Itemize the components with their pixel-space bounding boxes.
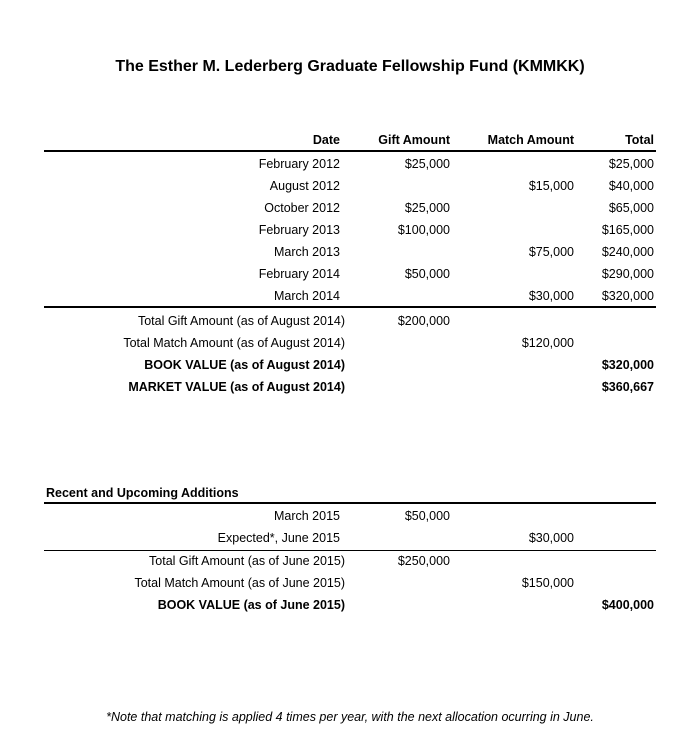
row-total: $400,000 [601, 598, 654, 612]
table-row [0, 380, 700, 400]
table-row [0, 201, 700, 221]
header-date: Date [312, 133, 340, 147]
row-match: $75,000 [528, 245, 574, 259]
table-row [0, 314, 700, 334]
row-gift: $25,000 [404, 157, 450, 171]
row-total: $240,000 [601, 245, 654, 259]
table-row [0, 179, 700, 199]
row-label: February 2013 [258, 223, 340, 237]
row-label: BOOK VALUE (as of June 2015) [157, 598, 345, 612]
row-gift: $200,000 [397, 314, 450, 328]
row-label: Total Gift Amount (as of June 2015) [149, 554, 345, 568]
row-label: August 2012 [269, 179, 340, 193]
history-rule [44, 306, 656, 308]
row-total: $290,000 [601, 267, 654, 281]
row-match: $15,000 [528, 179, 574, 193]
row-label: Total Match Amount (as of June 2015) [134, 576, 345, 590]
table-row [0, 554, 700, 574]
row-gift: $50,000 [404, 509, 450, 523]
table-row [0, 576, 700, 596]
section-title-recent: Recent and Upcoming Additions [46, 486, 239, 500]
table-row [0, 223, 700, 243]
table-row [0, 245, 700, 265]
row-gift: $25,000 [404, 201, 450, 215]
recent-rule [44, 502, 656, 504]
row-total: $25,000 [608, 157, 654, 171]
table-row [0, 157, 700, 177]
table-row [0, 336, 700, 356]
row-total: $360,667 [601, 380, 654, 394]
row-label: October 2012 [264, 201, 340, 215]
row-gift: $250,000 [397, 554, 450, 568]
row-total: $40,000 [608, 179, 654, 193]
row-label: February 2014 [258, 267, 340, 281]
header-match-amount: Match Amount [487, 133, 574, 147]
row-label: March 2014 [273, 289, 340, 303]
row-label: March 2015 [273, 509, 340, 523]
row-total: $165,000 [601, 223, 654, 237]
row-total: $65,000 [608, 201, 654, 215]
footnote: *Note that matching is applied 4 times per year, with the next allocation ocurring in June. [106, 710, 594, 724]
row-label: MARKET VALUE (as of August 2014) [128, 380, 345, 394]
table-row [0, 358, 700, 378]
row-match: $120,000 [521, 336, 574, 350]
table-row [0, 267, 700, 287]
page-title: The Esther M. Lederberg Graduate Fellowship Fund (KMMKK) [115, 58, 585, 75]
row-label: Total Match Amount (as of August 2014) [123, 336, 345, 350]
header-gift-amount: Gift Amount [378, 133, 450, 147]
recent-rule-bottom [44, 550, 656, 551]
table-row [0, 509, 700, 529]
row-label: Total Gift Amount (as of August 2014) [137, 314, 345, 328]
table-row [0, 598, 700, 618]
row-label: March 2013 [273, 245, 340, 259]
row-total: $320,000 [601, 358, 654, 372]
row-label: February 2012 [258, 157, 340, 171]
row-label: BOOK VALUE (as of August 2014) [144, 358, 345, 372]
header-rule [44, 150, 656, 152]
row-gift: $50,000 [404, 267, 450, 281]
row-gift: $100,000 [397, 223, 450, 237]
row-match: $30,000 [528, 531, 574, 545]
row-match: $30,000 [528, 289, 574, 303]
header-total: Total [625, 133, 654, 147]
row-total: $320,000 [601, 289, 654, 303]
row-label: Expected*, June 2015 [217, 531, 340, 545]
table-row [0, 531, 700, 551]
row-match: $150,000 [521, 576, 574, 590]
